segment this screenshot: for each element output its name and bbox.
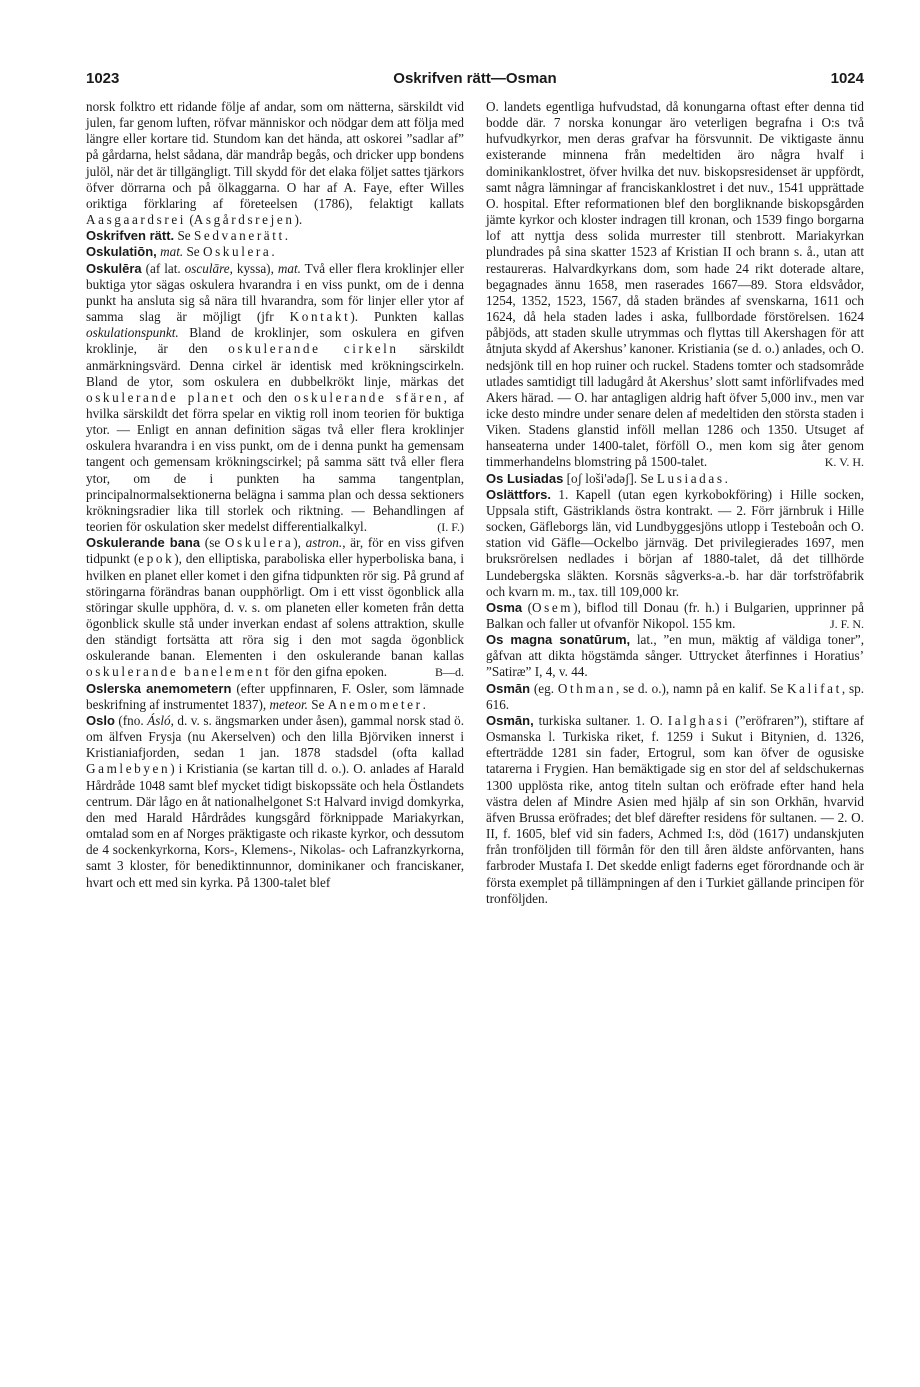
cross-reference: Ialghasi [667, 712, 731, 728]
entry-headword: Oslo [86, 712, 115, 728]
entry-text: ), [293, 535, 306, 551]
entry-paragraph [86, 244, 464, 260]
entry-paragraph [486, 632, 864, 680]
italic-term: osculāre [184, 260, 230, 276]
cross-reference: oskulerande sfären [294, 389, 444, 405]
entry-text: . [724, 470, 728, 486]
italic-term: mat. [160, 244, 184, 260]
author-signature: K. V. H. [824, 455, 864, 470]
cross-reference: Gamlebyen [86, 761, 171, 777]
page-header [86, 70, 864, 90]
entry-text: ), biflod till Donau (fr. h.) i Bulgarien, upprinner på Balkan och faller ut ofvanför Nikopol. 155 km. [486, 599, 864, 631]
entry-headword: Oslerska anemometern [86, 680, 232, 696]
cross-reference: Aasgaardsrei [86, 212, 187, 228]
entry-headword: Os magna sonatūrum, [486, 632, 631, 648]
entry-text: norsk folktro ett ridande följe af andar, som om nätterna, särskildt vid julen, far genom luften, röfvar människor och nödgar dem att följa med längre eller kortare tid. Stundom kan det hända, att oskorei ”sadlar af” på gårdarna, helst sådana, där mandråp begås, och dricker upp bondens julöl, när det är tillgängligt. Till skydd för det elaka följet sattes tjärkors öfver dörrarna och på ölkaggarna. O har af A. Faye, efter Willes oriktiga förklaring af företeelsen (1786), felaktigt kallats [86, 99, 464, 211]
entry-headword: Osmān, [486, 712, 534, 728]
page-number-left: 1023 [86, 70, 120, 87]
entry-text: (fno. [114, 712, 148, 728]
entry-headword: Oskrifven rätt. [86, 228, 175, 244]
entry-text: och den [235, 389, 295, 405]
entry-text: Se [174, 228, 194, 244]
cross-reference: oskulerande banelement [86, 664, 271, 680]
entry-text: ), den elliptiska, paraboliska eller hyperboliska bana, i hvilken en planet eller komet i den gifna tidpunkten rör sig. På grund af störingarna förändras banan oupphörligt. Om i ett visst ögonblick alla störingar skulle upphöra, d. v. s. om planeten eller kometen från detta ögonblick skulle stå under inverkan endast af solens attraktion, skulle den ständigt fortsätta att röra sig i den mot sagda ögonblick oskulerande banan. Elementen i den oskulerande banan kallas [86, 551, 464, 664]
page-number-right: 1024 [830, 70, 864, 87]
cross-reference: epok [138, 551, 175, 567]
entry-text: , se d. o.), namn på en kalif. Se [615, 680, 788, 696]
entry-text: O. landets egentliga hufvudstad, då konungarna oftast efter denna tid bodde där. 7 norska konungar äro veterligen begrafna i O:s två hufvudkyrkor, men deras grafvar ha försvunnit. De viktigaste ännu existerande minnena från medeltiden äro några hvalf i dominikanklostret, öfver hvilka det nuv. biskopsresidenset är uppfördt, samt några lämningar af franciskanklostret i det nuv., 1541 upprättade O. hospital. Efter reformationen blef den borgliknande biskopsgården jämte kyrkor och kloster indragen till kronan, och 1539 fingo borgarna lof att nyttja dess solida murrester till stenbrott. Mariakyrkan plundrades på sina skatter 1523 af Kristian II och brann s. å., utan att restaureras. Halvardkyrkans dom, som hade 24 rikt doterade altare, begagnades ännu 1658, men raserades 1667—89. Stora eldsvådor, 1254, 1352, 1523, 1567, då staden brändes af svenskarna, 1611 och 1624, då hela staden lades i aska, fullbordade förstörelsen. 1624 påbjöds, att staden skulle utrymmas och flyttas till Akershagen för att åtnjuta skydd af Akershus’ kanoner. Kristiania (se d. o.) anlades, och O. nedsjönk till en hop ruiner och ruckel. Stadens tomter och stadsområde utlades samtidigt till ladugård åt Akershus’ slott samt införlifvades med Akers härad. — O. har antagligen aldrig haft öfver 5,000 inv., men var icke desto mindre under senare delen af medeltiden den största staden i Viken. Stadens glanstid inföll mellan 1286 och 1350. Utsuget af hanseaterna under 1400-talet, förföll O., men kom sig åter genom timmerhandelns blomstring på 1500-talet. [486, 99, 864, 470]
cross-reference: Osem [532, 599, 574, 615]
entry-text: Se [183, 244, 203, 260]
entry-text: . [284, 228, 289, 244]
entry-text: (”eröfraren”), stiftare af Osmanska l. Turkiska riket, f. 1259 i Sukut i Bitynien, d. 1326, efterträdde 1281 sin fader, Ertogrul, som kan öfver de ogusiske tatarerna i Frygien. Han bemäktigade sig en stor del af seldschukernas 1300 upplösta rike, antog titeln sultan och eröfrade efter hand hela västra delen af Mindre Asien med hjälp af sin son Orkhān, hvarvid äfven Brussa eröfrades; det blef därefter residens för sultanen. — 2. O. II, f. 1605, blef vid sin faders, Achmed I:s, död (1617) undanskjuten från tronföljden till förmån för den till åren äldste anförvanten, hans farbroder Mustafa I. Det skedde enligt faderns eget förordnande och är första exemplet på tillämpningen af den i Turkiet gällande principen för tronföljden. [486, 712, 864, 906]
running-head: Oskrifven rätt—Osman [393, 70, 557, 87]
entry-text: Se [307, 696, 328, 712]
entry-text: för den gifna epoken. [271, 664, 388, 680]
entry-headword: Oskulerande bana [86, 535, 201, 551]
left-column [86, 99, 464, 891]
entry-paragraph [86, 535, 464, 680]
cross-reference: Kontakt [289, 309, 351, 325]
entry-text: , är, för en viss gifven tidpunkt ( [86, 535, 464, 567]
entry-headword: Oskulatiōn, [86, 244, 157, 260]
entry-text: [oʃ loši'ədəʃ]. Se [563, 470, 657, 486]
entry-headword: Osma [486, 599, 523, 615]
cross-reference: oskulerande planet [86, 389, 236, 405]
entry-text: turkiska sultaner. 1. O. [533, 712, 668, 728]
entry-headword: Oskulēra [86, 260, 142, 276]
author-signature: (I. F.) [437, 520, 464, 535]
entry-text: (se [200, 535, 225, 551]
italic-term: astron. [305, 535, 343, 551]
entry-text: Bland de kroklinjer, som oskulera en gifven kroklinje, är den [86, 325, 464, 357]
cross-reference: Kalifat [787, 680, 842, 696]
entry-text: , sp. 616. [486, 680, 864, 712]
author-signature: J. F. N. [829, 617, 864, 631]
italic-term: mat. [277, 260, 301, 276]
cross-reference: Sedvanerätt [193, 228, 285, 244]
entry-paragraph [486, 487, 864, 600]
entry-text: särskildt anmärkningsvärd. Denna cirkel är identisk med krökningscirkeln. Bland de ytor, som oskulera en dubbelkrökt linje, märkas det [86, 341, 464, 389]
cross-reference: oskulerande cirkeln [228, 341, 399, 357]
entry-headword: Os Lusiadas [486, 470, 564, 486]
entry-text: (eg. [530, 680, 558, 696]
author-signature: B—d. [434, 665, 464, 680]
entry-text: ( [522, 599, 532, 615]
entry-paragraph [486, 681, 864, 713]
entry-text: . [271, 244, 275, 260]
cross-reference: Oskulera [224, 535, 294, 551]
entry-text: ). [294, 212, 303, 228]
entry-paragraph [486, 471, 864, 487]
entry-paragraph [86, 228, 464, 244]
entry-paragraph [86, 261, 464, 536]
entry-text: ). Punkten kallas [350, 309, 464, 325]
entry-text: ( [186, 212, 194, 228]
entry-paragraph [486, 600, 864, 632]
entry-headword: Oslättfors. [486, 486, 552, 502]
cross-reference: Asgårdsrejen [193, 212, 295, 228]
entry-paragraph [486, 713, 864, 907]
cross-reference: Oskulera [202, 244, 272, 260]
italic-term: oskulationspunkt. [86, 325, 179, 341]
entry-text: lat., ”en mun, mäktig af väldiga toner”, gåfvan att dikta högstämda sånger. Uttrycket återfinnes i Horatius’ ”Satiræ” I, 4, v. 44. [486, 632, 865, 680]
entry-text: . [422, 696, 426, 712]
cross-reference: Othman [557, 680, 616, 696]
entry-text: , af hvilka särskildt det förra spelar en viktig roll inom teorien för buktiga ytor. — Enligt en annan definition sägas två eller flera kroklinjer oskulera hvarandra i en viss punkt, om de i denna punkt ha gemensam tangent och gemensam krökningscirkel; på samma sätt två eller flera ytor, om de i punkten ha samma tangentplan, principalnormalsektionerna belägna i samma plan och dessa sektioners krökningsradier lika till storlek och riktning. — Behandlingen af teorien för oskulation sker medelst differentialkalkyl. [86, 389, 464, 535]
entry-paragraph [86, 99, 464, 228]
entry-text: , d. v. s. ängsmarken under åsen), gammal norsk stad ö. om älfven Frysja (nu Akerselven) och den lilla Björviken innerst i Kristianiafjorden, sedan 1 jan. 1878 stadsdel (ofta kallad [86, 712, 464, 761]
cross-reference: Lusiadas [656, 470, 725, 486]
entry-text: 1. Kapell (utan egen kyrkobokföring) i Hille socken, Uppsala stift, Gästriklands östra kontrakt. — 2. Förr järnbruk i Hille socken, Gäfleborgs län, vid Lundbyggesjöns utlopp i Testeboån och O. station vid Gäfle—Ockelbo järnväg. Det privilegierades 1697, men bruksrörelsen nedlades i början af 1880-talet, då det tillhörde Lundebergska släkten. Korsnäs sågverks-a.-b. har där torfströfabrik och kvarn m. m., tax. till 109,000 kr. [486, 486, 864, 599]
italic-term: meteor. [269, 696, 308, 712]
entry-text: (af lat. [141, 260, 185, 276]
cross-reference: Anemometer [327, 696, 423, 712]
italic-term: Ásló [147, 712, 171, 728]
entry-text: (efter uppfinnaren, F. Osler, som lämnade beskrifning af instrumentet 1837), [86, 680, 465, 712]
entry-text: ) i Kristiania (se kartan till d. o.). O. anlades af Harald Hårdråde 1048 samt blef mycket tidigt biskopssäte och hela Östlandets centrum. Där lågo en åt nationalhelgonet S:t Halvard invigd domkyrka, den med Harald Hårdrådes kungsgård förknippade Mariakyrkan, omtalad som en af Norges präktigaste och rikaste kyrkor, och dessutom de 4 sockenkyrkorna, Kors-, Klemens-, Nikolas- och Lafranzkyrkorna, samt 3 kloster, för benediktinnunnor, dominikaner och franciskaner, hvart och ett med sin kyrka. På 1300-talet blef [86, 761, 464, 890]
entry-paragraph [486, 99, 864, 471]
entry-paragraph [86, 681, 464, 713]
entry-headword: Osmān [486, 680, 531, 696]
entry-text: , kyssa), [229, 260, 278, 276]
right-column [486, 99, 864, 907]
entry-text: Två eller flera kroklinjer eller buktiga ytor sägas oskulera hvarandra i en viss punkt, om de i denna punkt ha ansluta sig så nära till hvarandra, som för linjer eller ytor af samma slag är möjligt (jfr [86, 260, 464, 325]
entry-paragraph [86, 713, 464, 891]
